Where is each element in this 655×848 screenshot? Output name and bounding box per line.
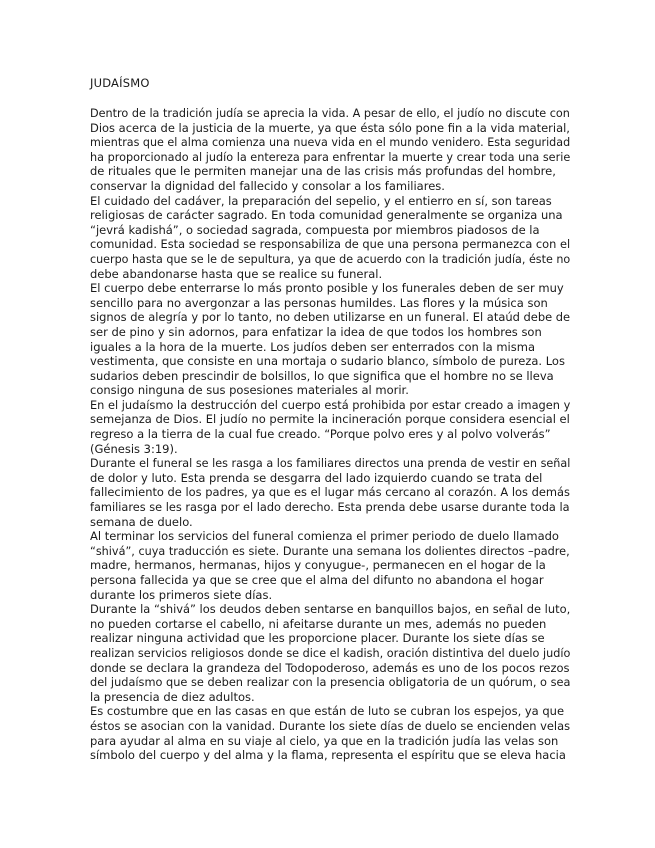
text-line: persona fallecida ya que se cree que el alma del difunto no abandona el hogar xyxy=(90,573,544,587)
text-line: semejanza de Dios. El judío no permite la incineración porque considera esencial el xyxy=(90,412,570,427)
text-line: donde se declara la grandeza del Todopoderoso, además es uno de los pocos rezos xyxy=(90,660,570,675)
text-line: comunidad. Esta sociedad se responsabiliza de que una persona permanezca con el xyxy=(90,237,571,252)
text-line: la presencia de diez adultos. xyxy=(90,689,255,704)
text-line: familiares se les rasga por el lado derecho. Esta prenda debe usarse durante toda la xyxy=(90,500,570,515)
text-line: de rituales que le permiten manejar una de las crisis más profundas del hombre, xyxy=(90,164,556,179)
text-line: sencillo para no avergonzar a las personas humildes. Las flores y la música son xyxy=(90,295,548,310)
text-line: durante los primeros siete días. xyxy=(90,587,273,602)
text-line: El cuidado del cadáver, la preparación del sepelio, y el entierro en sí, son tareas xyxy=(90,193,552,208)
text-line: debe abandonarse hasta que se realice su funeral. xyxy=(90,266,383,281)
body-text xyxy=(90,106,570,763)
text-line: regreso a la tierra de la cual fue creado. “Porque polvo eres y al polvo volverás” xyxy=(90,427,551,442)
text-line: religiosas de carácter sagrado. En toda comunidad generalmente se organiza una xyxy=(90,208,563,223)
text-line: cuerpo hasta que se le de sepultura, ya que de acuerdo con la tradición judía, éste no xyxy=(90,251,571,266)
text-line: ha proporcionado al judío la entereza para enfrentar la muerte y crear toda una serie xyxy=(90,149,571,164)
text-line: Durante el funeral se les rasga a los familiares directos una prenda de vestir en señal xyxy=(90,456,571,471)
text-line: (Génesis 3:19). xyxy=(90,441,178,456)
text-line: sudarios deben prescindir de bolsillos, lo que significa que el hombre no se lleva xyxy=(90,368,554,383)
text-line: realizar ninguna actividad que les proporcione placer. Durante los siete días se xyxy=(90,631,545,646)
text-line: realizan servicios religiosos donde se dice el kadish, oración distintiva del duelo judío xyxy=(90,645,571,660)
text-line: ser de pino y sin adornos, para enfatizar la idea de que todos los hombres son xyxy=(90,324,542,339)
text-line: iguales a la hora de la muerte. Los judíos deben ser enterrados con la misma xyxy=(90,339,535,354)
text-line: no pueden cortarse el cabello, ni afeitarse durante un mes, además no pueden xyxy=(90,616,547,631)
text-line: símbolo del cuerpo y del alma y la flama, representa el espíritu que se eleva hacia xyxy=(90,748,566,763)
text-line: del judaísmo que se deben realizar con la presencia obligatoria de un quórum, o sea xyxy=(90,675,571,690)
text-line: En el judaísmo la destrucción del cuerpo está prohibida por estar creado a imagen y xyxy=(90,397,571,412)
text-line: mientras que el alma comienza una nueva vida en el mundo venidero. Esta seguridad xyxy=(90,135,571,150)
text-line: vestimenta, que consiste en una mortaja o sudario blanco, símbolo de pureza. Los xyxy=(90,354,565,369)
text-line: “jevrá kadishá”, o sociedad sagrada, compuesta por miembros piadosos de la xyxy=(90,222,540,237)
text-line: fallecimiento de los padres, ya que es el lugar más cercano al corazón. A los demás xyxy=(90,485,570,500)
text-line: conservar la dignidad del fallecido y consolar a los familiares. xyxy=(90,178,445,193)
text-line: consigo ninguna de sus posesiones materiales al morir. xyxy=(90,383,409,398)
text-line: Dentro de la tradición judía se aprecia la vida. A pesar de ello, el judío no discute con xyxy=(90,106,570,120)
text-line: de dolor y luto. Esta prenda se desgarra del lado izquierdo cuando se trata del xyxy=(90,470,543,485)
text-line: madre, hermanos, hermanas, hijos y conyugue-, permanecen en el hogar de la xyxy=(90,558,546,573)
text-line: El cuerpo debe enterrarse lo más pronto posible y los funerales deben de ser muy xyxy=(90,281,564,296)
text-line: Durante la “shivá” los deudos deben sentarse en banquillos bajos, en señal de luto, xyxy=(90,602,571,617)
text-line: Es costumbre que en las casas en que están de luto se cubran los espejos, ya que xyxy=(90,704,565,719)
text-line: “shivá”, cuya traducción es siete. Durante una semana los dolientes directos –padre, xyxy=(90,543,570,558)
text-line: Al terminar los servicios del funeral comienza el primer periodo de duelo llamado xyxy=(90,529,559,544)
text-line: signos de alegría y por lo tanto, no deben utilizarse en un funeral. El ataúd debe de xyxy=(90,310,571,325)
text-line: éstos se asocian con la vanidad. Durante los siete días de duelo se encienden velas xyxy=(90,718,571,733)
text-line: para ayudar al alma en su viaje al cielo, ya que en la tradición judía las velas son xyxy=(90,733,559,748)
document-title: JUDAÍSMO xyxy=(90,76,150,90)
text-line: semana de duelo. xyxy=(90,514,193,529)
text-line: Dios acerca de la justicia de la muerte, ya que ésta sólo pone fin a la vida material, xyxy=(90,120,570,135)
